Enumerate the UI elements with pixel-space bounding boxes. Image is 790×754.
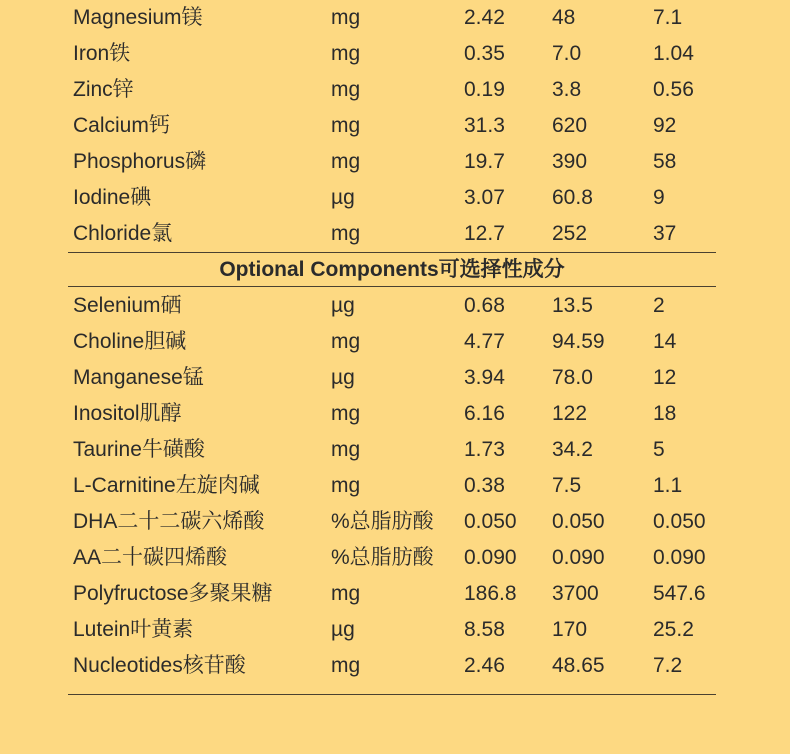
nutrient-name: Choline胆碱 bbox=[73, 330, 187, 353]
table-row bbox=[68, 288, 716, 324]
value-cell-2: 7.0 bbox=[552, 42, 582, 65]
table-row bbox=[68, 540, 716, 576]
value-cell-1: 0.35 bbox=[464, 42, 505, 65]
nutrient-name: Selenium硒 bbox=[73, 294, 182, 317]
value-cell-1: 2.46 bbox=[464, 654, 505, 677]
table-row bbox=[68, 180, 716, 216]
table-row bbox=[68, 612, 716, 648]
table-row bbox=[68, 504, 716, 540]
value-cell-2: 48.65 bbox=[552, 654, 605, 677]
value-cell-1: 19.7 bbox=[464, 150, 505, 173]
nutrient-name: L-Carnitine左旋肉碱 bbox=[73, 474, 260, 497]
table-row bbox=[68, 144, 716, 180]
nutrient-name: DHA二十二碳六烯酸 bbox=[73, 510, 265, 533]
value-cell-2: 13.5 bbox=[552, 294, 593, 317]
table-row bbox=[68, 576, 716, 612]
table-row bbox=[68, 0, 716, 36]
unit-cell: mg bbox=[331, 582, 361, 605]
value-cell-1: 3.94 bbox=[464, 366, 505, 389]
value-cell-2: 48 bbox=[552, 6, 576, 29]
unit-cell: mg bbox=[331, 222, 361, 245]
table-row bbox=[68, 216, 716, 252]
value-cell-1: 12.7 bbox=[464, 222, 505, 245]
unit-cell: %总脂肪酸 bbox=[331, 510, 434, 533]
unit-cell: mg bbox=[331, 438, 361, 461]
value-cell-2: 3.8 bbox=[552, 78, 582, 101]
value-cell-3: 92 bbox=[653, 114, 677, 137]
value-cell-1: 0.19 bbox=[464, 78, 505, 101]
unit-cell: mg bbox=[331, 150, 361, 173]
table-bottom-rule bbox=[68, 694, 716, 695]
nutrient-name: Polyfructose多聚果糖 bbox=[73, 582, 273, 605]
unit-cell: mg bbox=[331, 42, 361, 65]
value-cell-1: 1.73 bbox=[464, 438, 505, 461]
nutrient-name: Chloride氯 bbox=[73, 222, 173, 245]
value-cell-3: 5 bbox=[653, 438, 665, 461]
nutrient-name: Manganese锰 bbox=[73, 366, 204, 389]
unit-cell: %总脂肪酸 bbox=[331, 546, 434, 569]
unit-cell: mg bbox=[331, 330, 361, 353]
value-cell-2: 390 bbox=[552, 150, 588, 173]
table-row bbox=[68, 648, 716, 684]
table-row bbox=[68, 72, 716, 108]
optional-nutrient-rows bbox=[68, 287, 716, 684]
value-cell-3: 9 bbox=[653, 186, 665, 209]
nutrition-table bbox=[68, 0, 716, 695]
value-cell-3: 0.56 bbox=[653, 78, 694, 101]
nutrient-name: Nucleotides核苷酸 bbox=[73, 654, 246, 677]
value-cell-3: 2 bbox=[653, 294, 665, 317]
unit-cell: µg bbox=[331, 618, 355, 641]
value-cell-3: 14 bbox=[653, 330, 677, 353]
value-cell-2: 122 bbox=[552, 402, 588, 425]
value-cell-3: 7.2 bbox=[653, 654, 683, 677]
nutrient-name: Inositol肌醇 bbox=[73, 402, 182, 425]
nutrient-name: Calcium钙 bbox=[73, 114, 170, 137]
unit-cell: µg bbox=[331, 186, 355, 209]
value-cell-1: 4.77 bbox=[464, 330, 505, 353]
value-cell-3: 0.050 bbox=[653, 510, 706, 533]
value-cell-1: 2.42 bbox=[464, 6, 505, 29]
value-cell-1: 3.07 bbox=[464, 186, 505, 209]
value-cell-2: 252 bbox=[552, 222, 588, 245]
nutrient-name: Taurine牛磺酸 bbox=[73, 438, 205, 461]
table-row bbox=[68, 360, 716, 396]
table-row bbox=[68, 432, 716, 468]
unit-cell: mg bbox=[331, 654, 361, 677]
nutrient-rows bbox=[68, 0, 716, 252]
value-cell-1: 0.68 bbox=[464, 294, 505, 317]
unit-cell: µg bbox=[331, 366, 355, 389]
unit-cell: µg bbox=[331, 294, 355, 317]
value-cell-1: 8.58 bbox=[464, 618, 505, 641]
value-cell-1: 6.16 bbox=[464, 402, 505, 425]
value-cell-2: 60.8 bbox=[552, 186, 593, 209]
value-cell-3: 58 bbox=[653, 150, 677, 173]
value-cell-3: 1.04 bbox=[653, 42, 694, 65]
value-cell-2: 0.050 bbox=[552, 510, 605, 533]
unit-cell: mg bbox=[331, 402, 361, 425]
value-cell-3: 12 bbox=[653, 366, 677, 389]
nutrient-name: Lutein叶黄素 bbox=[73, 618, 194, 641]
table-row bbox=[68, 108, 716, 144]
value-cell-3: 7.1 bbox=[653, 6, 683, 29]
value-cell-3: 18 bbox=[653, 402, 677, 425]
value-cell-1: 0.38 bbox=[464, 474, 505, 497]
nutrient-name: Iodine碘 bbox=[73, 186, 152, 209]
value-cell-2: 78.0 bbox=[552, 366, 593, 389]
nutrient-name: Iron铁 bbox=[73, 42, 131, 65]
value-cell-2: 0.090 bbox=[552, 546, 605, 569]
value-cell-1: 31.3 bbox=[464, 114, 505, 137]
nutrient-name: Magnesium镁 bbox=[73, 6, 203, 29]
unit-cell: mg bbox=[331, 114, 361, 137]
unit-cell: mg bbox=[331, 78, 361, 101]
value-cell-3: 25.2 bbox=[653, 618, 694, 641]
table-row bbox=[68, 396, 716, 432]
table-row bbox=[68, 324, 716, 360]
nutrient-name: Phosphorus磷 bbox=[73, 150, 207, 173]
value-cell-2: 3700 bbox=[552, 582, 599, 605]
unit-cell: mg bbox=[331, 6, 361, 29]
value-cell-2: 7.5 bbox=[552, 474, 582, 497]
value-cell-2: 34.2 bbox=[552, 438, 593, 461]
value-cell-1: 0.090 bbox=[464, 546, 517, 569]
value-cell-2: 94.59 bbox=[552, 330, 605, 353]
value-cell-2: 620 bbox=[552, 114, 588, 137]
value-cell-3: 1.1 bbox=[653, 474, 683, 497]
value-cell-3: 547.6 bbox=[653, 582, 706, 605]
table-row bbox=[68, 468, 716, 504]
table-row bbox=[68, 36, 716, 72]
unit-cell: mg bbox=[331, 474, 361, 497]
value-cell-1: 186.8 bbox=[464, 582, 517, 605]
nutrient-name: Zinc锌 bbox=[73, 78, 134, 101]
value-cell-1: 0.050 bbox=[464, 510, 517, 533]
value-cell-2: 170 bbox=[552, 618, 588, 641]
value-cell-3: 37 bbox=[653, 222, 677, 245]
value-cell-3: 0.090 bbox=[653, 546, 706, 569]
nutrient-name: AA二十碳四烯酸 bbox=[73, 546, 228, 569]
optional-components-header: Optional Components可选择性成分 bbox=[68, 252, 716, 287]
